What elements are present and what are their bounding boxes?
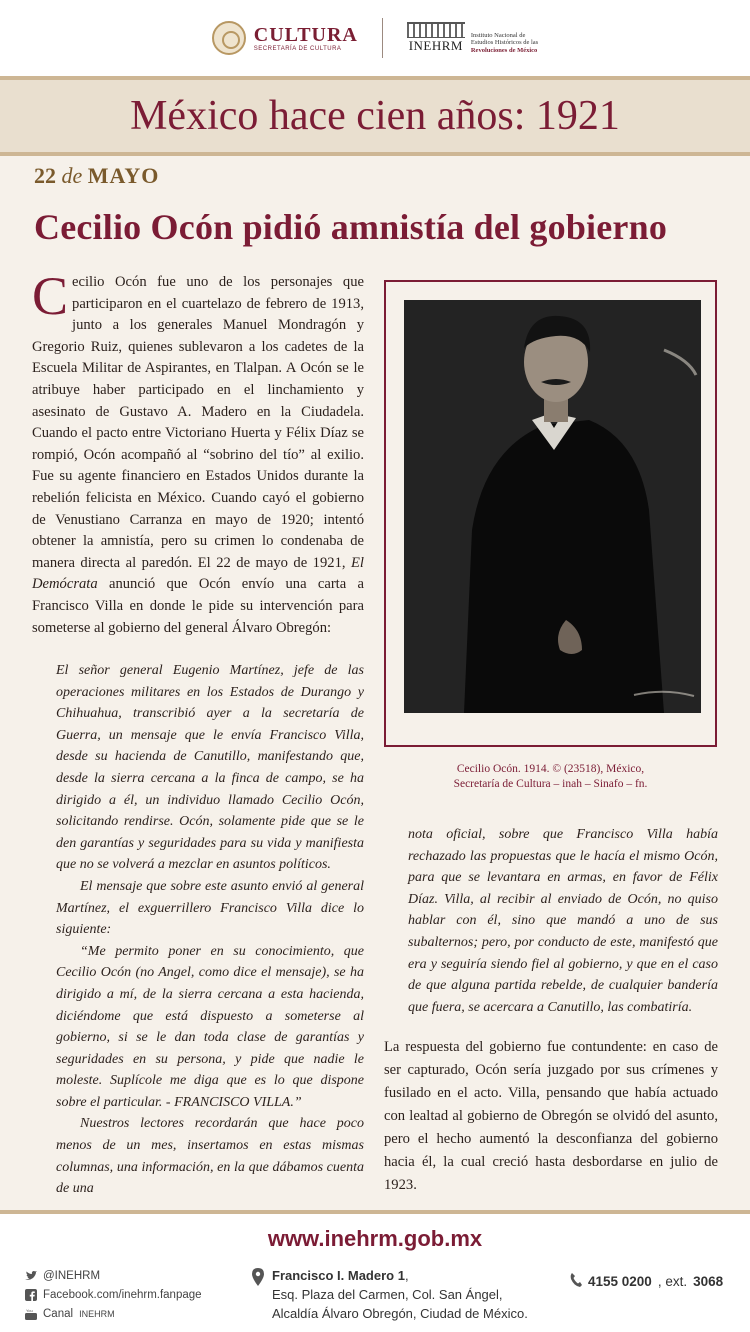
quote-paragraph: Nuestros lectores recordarán que hace poco menos de un mes, insertamos en estas mismas columnas, una información, en la que dábamos cuenta de una	[56, 1116, 364, 1197]
phone-icon	[570, 1273, 582, 1290]
inehrm-acronym: INEHRM	[408, 38, 463, 53]
date-de: de	[61, 163, 83, 188]
date-line	[34, 163, 159, 189]
inehrm-desc-line: Estudios Históricos de las	[470, 39, 539, 46]
inehrm-description	[471, 32, 538, 55]
cultura-title: CULTURA	[253, 24, 358, 46]
quote-paragraph: El señor general Eugenio Martínez, jefe de las operaciones militares en los Estados de Durango y Chihuahua, transcribió ayer a la secretaría de Guerra, un mensaje que le envía Francisco Villa, desde su hacienda de Canutillo, manifestando que, desde la sierra cercana a la finca de campo, se ha dirigido a él, un individuo llamado Cecilio Ocón, solicitando rendirse. Ocón, solamente pide que se le den garantías y seguridades para su vida y manifiesta que no se volverá a mezclar en asuntos políticos.	[56, 663, 364, 873]
photo-caption	[384, 762, 717, 792]
website-link[interactable]: www.inehrm.gob.mx	[267, 1226, 483, 1251]
address-line: Esq. Plaza del Carmen, Col. San Ángel,	[272, 1287, 503, 1302]
paragraph-intro-start: ecilio Ocón fue uno de los personajes que participaron en el cuartelazo de febrero de 1913, junto a los generales Manuel Mondragón y Gregorio Ruiz, quienes sublevaron a los cadetes de la Escuela Militar de Aspirantes, en Tlalpan. A Ocón se le atribuye haber participado en el linchamiento y asesinato de Gustavo A. Madero en la Ciudadela. Cuando el pacto entre Victoriano Huerta y Félix Díaz se rompió, Ocón acompañó al “sobrino del tío” al exilio. Fue su agente financiero en Estados Unidos durante la rebelión felicista en México. Cuando cayó el gobierno de Venustiano Carranza en mayo de 1920; intentó obtener la amnistía, pero su crimen lo condenaba de manera directa al paredón. El 22 de mayo de 1921,	[32, 274, 364, 571]
address-street: Francisco I. Madero 1	[272, 1268, 405, 1283]
mexico-seal-icon	[212, 21, 246, 55]
quote-block-left	[56, 660, 364, 1200]
drop-cap: C	[32, 266, 69, 326]
cultura-logo	[212, 21, 358, 55]
logo-divider	[382, 18, 383, 58]
quote-paragraph: “Me permito poner en su conocimiento, que Cecilio Ocón (no Angel, como dice el mensaje), se ha dirigido a mí, de la sierra cercana a esta hacienda, diciéndome que está dispuesto a someterse al gobierno, si se le dan toda clase de garantías y seguridades en su persona, y pide que nadie le moleste. Suplícole me diga que es lo que dispone sobre el particular. - FRANCISCO VILLA.”	[56, 943, 364, 1110]
inehrm-logo	[407, 22, 538, 54]
youtube-label-prefix: Canal	[43, 1307, 74, 1320]
inehrm-desc-line: Instituto Nacional de	[470, 31, 526, 39]
closing-paragraph: La respuesta del gobierno fue contundente: en caso de ser capturado, Ocón sería juzgado por sus crímenes y fusilado en el acto. Villa, pensando que había actuado con lealtad al gobierno de Obregón se olvidó del asunto, pero el hecho aumentó la desconfianza del gobierno hacia él, la cual creció hasta desbordarse en julio de 1923.	[384, 1039, 718, 1193]
portrait-photo	[404, 300, 701, 713]
article-body-left	[32, 266, 364, 639]
phone-block[interactable]	[570, 1273, 723, 1290]
header-logos	[0, 0, 750, 76]
portrait-illustration	[404, 300, 701, 713]
phone-ext-number: 3068	[693, 1274, 724, 1289]
address-suffix: ,	[404, 1268, 409, 1283]
date-month: MAYO	[87, 163, 160, 188]
banner-title: México hace cien años: 1921	[130, 93, 620, 139]
quote-paragraph: El mensaje que sobre este asunto envió al general Martínez, el exguerrillero Francisco Villa dice lo siguiente:	[56, 878, 364, 938]
footer	[0, 1210, 750, 1332]
photo-frame	[384, 280, 717, 747]
quote-block-right: nota oficial, sobre que Francisco Villa había rechazado las propuestas que le hacía el mismo Ocón, para que se levantara en armas, en favor de Félix Díaz. Villa, al recibir al enviado de Ocón, no quiso hablar con él, sino que mandó a uno de sus subalternos; pero, por conducto de este, manifestó que era y seguiría siendo fiel al gobierno, y que en el caso de que alguna partida rebelde, de cualquier bandería que fuera, se acercara a Canutillo, las combatiría.	[408, 827, 718, 1015]
facebook-icon	[24, 1288, 37, 1301]
caption-line: Cecilio Ocón. 1914. © (23518), México,	[456, 763, 645, 775]
youtube-link[interactable]	[24, 1304, 202, 1323]
social-links	[24, 1266, 202, 1323]
location-pin-icon	[252, 1268, 264, 1291]
facebook-url: Facebook.com/inehrm.fanpage	[43, 1288, 202, 1301]
article-headline: Cecilio Ocón pidió amnistía del gobierno	[34, 207, 668, 247]
caption-line: Secretaría de Cultura – inah – Sinafo – fn.	[453, 778, 648, 790]
inehrm-desc-line: Revoluciones de México	[470, 46, 538, 54]
twitter-icon	[24, 1269, 37, 1282]
title-banner	[0, 76, 750, 156]
building-icon	[407, 22, 465, 38]
facebook-link[interactable]	[24, 1285, 202, 1304]
address-line: Alcaldía Álvaro Obregón, Ciudad de México.	[272, 1306, 528, 1321]
twitter-link[interactable]	[24, 1266, 202, 1285]
twitter-handle: @INEHRM	[43, 1269, 101, 1282]
cultura-subtitle: SECRETARÍA DE CULTURA	[253, 46, 342, 52]
youtube-icon	[24, 1307, 37, 1320]
svg-text:You: You	[25, 1307, 33, 1313]
phone-number: 4155 0200	[588, 1274, 652, 1289]
address-line	[272, 1266, 542, 1285]
paragraph-intro-end: anunció que Ocón envío una carta a Francisco Villa en donde le pide su intervención para someterse al gobierno del general Álvaro Obregón:	[32, 576, 364, 636]
youtube-channel-name: INEHRM	[79, 1308, 115, 1319]
phone-ext-label: , ext.	[657, 1274, 688, 1289]
address-block	[252, 1266, 542, 1323]
newspaper-name: El Demócrata	[32, 554, 364, 593]
date-day: 22	[34, 163, 56, 188]
